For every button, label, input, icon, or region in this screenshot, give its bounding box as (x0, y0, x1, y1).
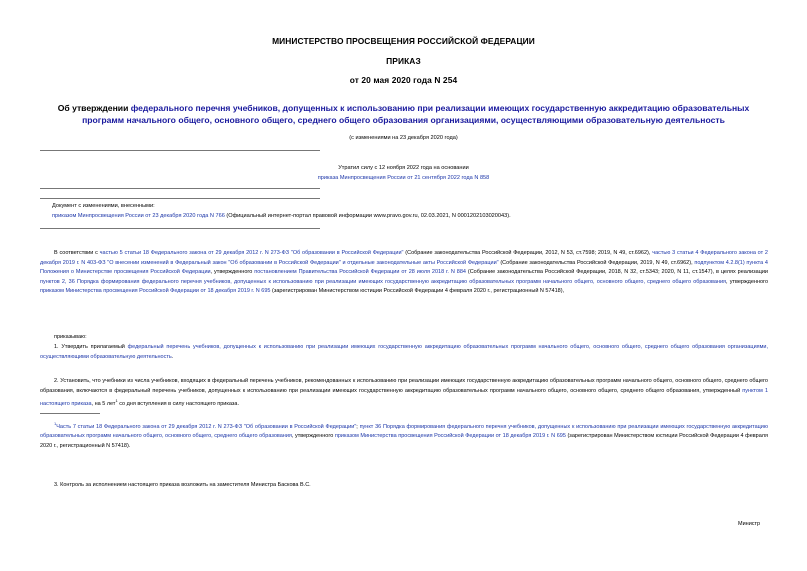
point-1-link[interactable]: пунктом 1 настоящего приказа (40, 387, 769, 408)
item-2: 2. Установить, что учебники из числа учебников, входящих в федеральный перечень учебников, рекомендованных к использованию при реализации имеющих государственную аккредитацию образовательных программ начального общего, основного общего, среднего общего образования, включаются в федеральный перечень учебников, допущенных к использованию при реализации имеющих государственную аккредитацию образовательных программ начального общего, основного общего, среднего общего образования, утвержденный пунктом 1 настоящего приказа, на 5 лет$^1$ со дня вступления в силу настоящего приказа. (40, 378, 769, 408)
procedure-link[interactable]: пунктов 2, 36 Порядка формирования федерального перечня учебников, допущенных к использованию при реализации имеющих государственную аккредитацию образовательных программ начального общего, основного общего, среднего общего образования (40, 278, 727, 285)
divider (40, 198, 320, 199)
expiry-link[interactable]: приказа Минпросвещения России от 21 сентября 2022 года N 858 (317, 175, 490, 181)
footnote-procedure-link[interactable]: пункт 36 Порядка формирования федерального перечня учебников, допущенных к использованию при реализации имеющих государственную аккредитацию образовательных программ начального общего, основного общего, среднего общего образования (40, 423, 768, 440)
divider (40, 228, 320, 229)
expiry-note: Утратил силу с 12 ноября 2022 года на основании (338, 165, 469, 171)
changes-line (52, 212, 772, 221)
footnote-order-link[interactable]: приказом Министерства просвещения Российской Федерации от 18 декабря 2019 г. N 695 (334, 433, 566, 440)
footnote-law-link[interactable]: Часть 7 статьи 18 Федерального закона от 29 декабря 2012 г. N 273-ФЗ "Об образовании в Российской Федерации" (56, 423, 357, 430)
amendment-note: (с изменениями на 23 декабря 2020 года) (349, 135, 458, 141)
footnote-mark: 1 (54, 421, 57, 426)
title-prefix: Об утверждении (57, 103, 131, 113)
decree-884-link[interactable]: постановлением Правительства Российской Федерации от 28 июля 2018 г. N 884 (254, 269, 466, 276)
divider (40, 150, 320, 151)
title-link-2[interactable]: программ начального общего, основного общего, среднего общего образования организациями, осуществляющими образовательную деятельность (82, 114, 725, 125)
order-date: от 20 мая 2020 года N 254 (349, 75, 458, 85)
changes-rest: (Официальный интернет-портал правовой информации www.pravo.gov.ru, 02.03.2021, N 0001202103020043). (224, 213, 511, 219)
title-link-1[interactable]: федерального перечня учебников, допущенных к использованию при реализации имеющих государственную аккредитацию образовательных (130, 103, 750, 113)
document-title (20, 103, 787, 126)
order-heading: ПРИКАЗ (386, 56, 421, 66)
changes-link[interactable]: приказом Минпросвещения России от 23 декабря 2020 года N 766 (52, 213, 225, 219)
law-403-link[interactable]: частью 3 статьи 4 Федерального закона от 2 декабря 2019 г. N 403-ФЗ "О внесении изменений в Федеральный закон "Об образовании в Российской Федерации" и отдельные законодательные акты Российской Федерации" (40, 250, 768, 266)
changes-label: Документ с изменениями, внесенными: (52, 203, 155, 209)
footnote-ref[interactable]: 1 (115, 398, 118, 404)
order-695-link[interactable]: приказом Министерства просвещения Российской Федерации от 18 декабря 2019 г. N 695 (40, 288, 271, 295)
footnote: $^1$Часть 7 статьи 18 Федерального закона от 29 декабря 2012 г. N 273-ФЗ "Об образовании в Российской Федерации"; пункт 36 Порядка формирования федерального перечня учебников, допущенных к использованию при реализации имеющих государственную аккредитацию образовательных программ начального общего, основного общего, среднего общего образования, утвержденного приказом Министерства просвещения Российской Федерации от 18 декабря 2019 г. N 695 (зарегистрирован Министерством юстиции Российской Федерации 4 февраля 2020 г., регистрационный N 57418). (40, 421, 768, 450)
item-1: 1. Утвердить прилагаемый федеральный перечень учебников, допущенных к использованию при реализации имеющих государственную аккредитацию образовательных программ начального общего, основного общего, среднего общего образования организациями, осуществляющими образовательную деятельность. (40, 344, 768, 360)
item-3: 3. Контроль за исполнением настоящего приказа возложить на заместителя Министра Баскова В.С. (54, 482, 311, 488)
footnote-divider (40, 413, 100, 414)
order-verb: приказываю: (54, 334, 87, 340)
preamble-paragraph: В соответствии с частью 5 статьи 18 Федерального закона от 29 декабря 2012 г. N 273-ФЗ "Об образовании в Российской Федерации" (Собрание законодательства Российской Федерации, 2012, N 53, ст.7598; 2019, N 49, ст.6962), частью 3 статьи 4 Федерального закона от 2 декабря 2019 г. N 403-ФЗ "О внесении изменений в Федеральный закон "Об образовании в Российской Федерации" и отдельные законодательные акты Российской Федерации" (Собрание законодательства Российской Федерации, 2019, N 49, ст.6962), подпунктом 4.2.8(1) пункта 4 Положения о Министерстве просвещения Российской Федерации, утвержденного постановлением Правительства Российской Федерации от 28 июля 2018 г. N 884 (Собрание законодательства Российской Федерации, 2018, N 32, ст.5343; 2020, N 11, ст.1547), в целях реализации пунктов 2, 36 Порядка формирования федерального перечня учебников, допущенных к использованию при реализации имеющих государственную аккредитацию образовательных программ начального общего, основного общего, среднего общего образования, утвержденного приказом Министерства просвещения Российской Федерации от 18 декабря 2019 г. N 695 (зарегистрирован Министерством юстиции Российской Федерации 4 февраля 2020 г., регистрационный N 57418), (40, 250, 769, 295)
signature-title: Министр (738, 521, 761, 527)
divider (40, 188, 320, 189)
law-273-link[interactable]: частью 5 статьи 18 Федерального закона от 29 декабря 2012 г. N 273-ФЗ "Об образовании в Российской Федерации" (99, 250, 404, 256)
regulation-link[interactable]: подпунктом 4.2.8(1) пункта 4 Положения о Министерстве просвещения Российской Федерации (40, 259, 768, 276)
ministry-name: МИНИСТЕРСТВО ПРОСВЕЩЕНИЯ РОССИЙСКОЙ ФЕДЕРАЦИИ (272, 36, 535, 46)
federal-list-link[interactable]: федеральный перечень учебников, допущенных к использованию при реализации имеющих государственную аккредитацию образовательных программ начального общего, основного общего, среднего общего образования организациями, осуществляющими образовательную деятельность (40, 344, 768, 360)
